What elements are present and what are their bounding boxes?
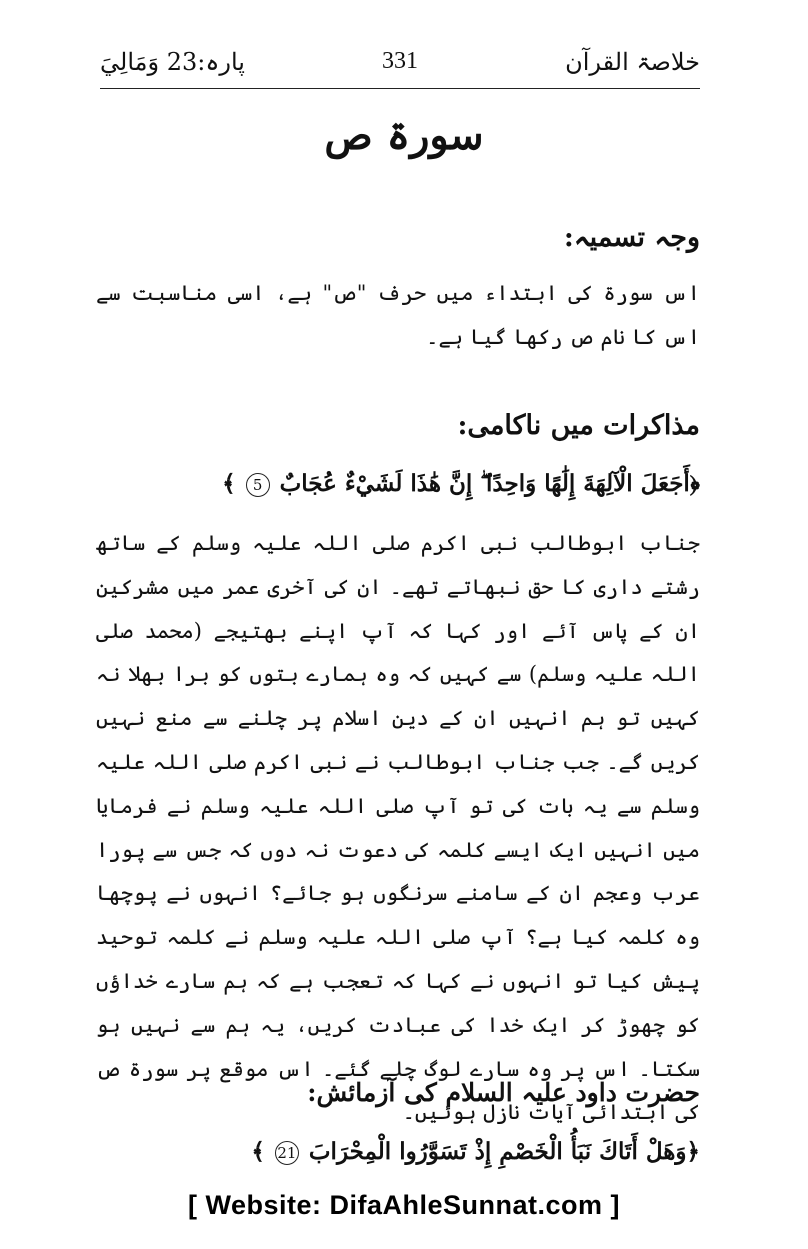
naming-body (96, 272, 700, 360)
ayah-text: ﴿أَجَعَلَ الْآلِهَةَ إِلَٰهًا وَاحِدًا ۖ إِنَّ هَٰذَا لَشَيْءٌ عُجَابٌ (279, 470, 700, 497)
negotiations-body (96, 522, 700, 1135)
dawood-ayah-block (96, 1138, 700, 1165)
ayah-close-bracket: ﴾ (222, 470, 236, 497)
ayah-quote (96, 470, 700, 497)
negotiations-heading: مذاکرات میں ناکامی: (457, 410, 700, 441)
para-label: پارہ:23 وَمَالِيَ (100, 48, 245, 76)
ayah-number-marker: 5 (246, 473, 270, 497)
negotiations-section (96, 410, 700, 441)
negotiations-ayah-block (96, 470, 700, 497)
ayah-quote (96, 1138, 700, 1165)
surah-title: سورۃ ص (324, 112, 484, 159)
dawood-heading: حضرت داود علیہ السلام کی آزمائش: (307, 1078, 700, 1107)
page-number: 331 (382, 48, 418, 74)
naming-text: اس سورۃ کی ابتداء میں حرف "ص" ہے، اسی مناسبت سے اس کا نام ص رکھا گیا ہے۔ (96, 281, 700, 349)
negotiations-text: جناب ابوطالب نبی اکرم صلی اللہ علیہ وسلم کے ساتھ رشتے داری کا حق نبھاتے تھے۔ ان کی آخری عمر میں مشرکین ان کے پاس آئے اور کہا کہ آپ اپنے بھتیجے (محمد صلی اللہ علیہ وسلم) سے کہیں کہ وہ ہمارے بتوں کو برا بھلا نہ کہیں تو ہم انہیں ان کے دین اسلام پر چلنے سے منع نہیں کریں گے۔ جب جناب ابوطالب نے نبی اکرم صلی اللہ علیہ وسلم سے یہ بات کی تو آپ صلی اللہ علیہ وسلم نے فرمایا میں انہیں ایک ایسے کلمہ کی دعوت نہ دوں کہ جس سے پورا عرب وعجم ان کے سامنے سرنگوں ہو جائے؟ انہوں نے پوچھا وہ کلمہ کیا ہے؟ آپ صلی اللہ علیہ وسلم نے کلمہ توحید پیش کیا تو انہوں نے کہا کہ تعجب ہے کہ ہم سارے خداؤں کو چھوڑ کر ایک خدا کی عبادت کریں، یہ ہم سے نہیں ہو سکتا۔ اس پر وہ سارے لوگ چلے گئے۔ اس موقع پر سورۃ ص کی ابتدائی آیات نازل ہوئیں۔ (96, 531, 700, 1125)
ayah-number-marker: 21 (275, 1141, 299, 1165)
naming-heading: وجہ تسمیہ: (563, 222, 700, 253)
website-footer: [ Website: DifaAhleSunnat.com ] (187, 1190, 621, 1220)
dawood-section (96, 1078, 700, 1107)
book-title: خلاصۃ القرآن (565, 48, 700, 76)
page-header (100, 40, 700, 90)
ayah-text: ﴿وَهَلْ أَتَاكَ نَبَأُ الْخَصْمِ إِذْ تَسَوَّرُوا الْمِحْرَابَ (308, 1138, 700, 1165)
naming-section (96, 222, 700, 253)
header-divider (100, 88, 700, 89)
ayah-close-bracket: ﴾ (251, 1138, 265, 1165)
